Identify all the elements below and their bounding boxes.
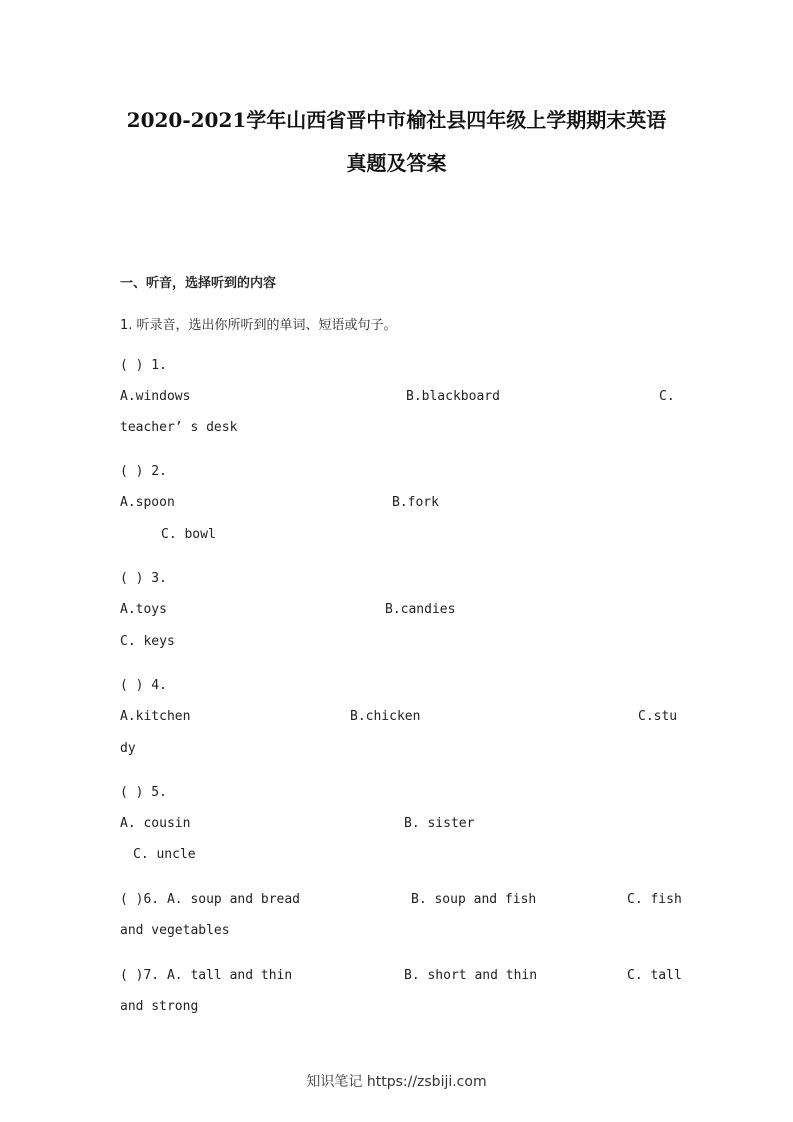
question-3-option-a: A.toys: [120, 602, 167, 617]
question-7-option-c-continued: and strong: [120, 999, 199, 1014]
question-5-number: ( ) 5.: [120, 785, 167, 800]
section-heading: 一、听音，选择听到的内容: [120, 276, 277, 291]
question-1-number: ( ) 1.: [120, 358, 167, 373]
document-title-line-1: 2020-2021学年山西省晋中市榆社县四年级上学期期末英语: [126, 108, 667, 132]
question-2-option-a: A.spoon: [120, 495, 175, 510]
question-2-option-c: C. bowl: [161, 527, 216, 542]
question-3-option-b: B.candies: [385, 602, 456, 617]
question-3-number: ( ) 3.: [120, 571, 167, 586]
question-4-option-c: C.stu: [638, 709, 678, 724]
question-7-option-b: B. short and thin: [404, 968, 538, 983]
question-2-number: ( ) 2.: [120, 464, 167, 479]
footer-watermark: 知识笔记 https://zsbiji.com: [306, 1074, 487, 1090]
question-4-option-a: A.kitchen: [120, 709, 191, 724]
question-1-option-c-continued: teacher’ s desk: [120, 420, 238, 435]
question-4-number: ( ) 4.: [120, 678, 167, 693]
question-1-option-c: C.: [659, 389, 675, 404]
question-6-option-c-continued: and vegetables: [120, 923, 230, 938]
question-6-option-c: C. fish: [627, 892, 682, 907]
question-5-option-b: B. sister: [404, 816, 475, 831]
question-1-option-a: A.windows: [120, 389, 191, 404]
document-title-line-2: 真题及答案: [346, 151, 447, 175]
question-5-option-a: A. cousin: [120, 816, 191, 831]
question-6-option-b: B. soup and fish: [411, 892, 537, 907]
question-6-number-and-option-a: ( )6. A. soup and bread: [120, 892, 301, 907]
question-4-option-c-continued: dy: [120, 741, 136, 756]
question-5-option-c: C. uncle: [133, 847, 196, 862]
question-7-option-c: C. tall: [627, 968, 682, 983]
question-1-option-b: B.blackboard: [406, 389, 500, 404]
question-3-option-c: C. keys: [120, 634, 175, 649]
question-7-number-and-option-a: ( )7. A. tall and thin: [120, 968, 293, 983]
question-4-option-b: B.chicken: [350, 709, 421, 724]
instruction-text: 1. 听录音，选出你所听到的单词、短语或句子。: [120, 318, 397, 333]
question-2-option-b: B.fork: [392, 495, 439, 510]
